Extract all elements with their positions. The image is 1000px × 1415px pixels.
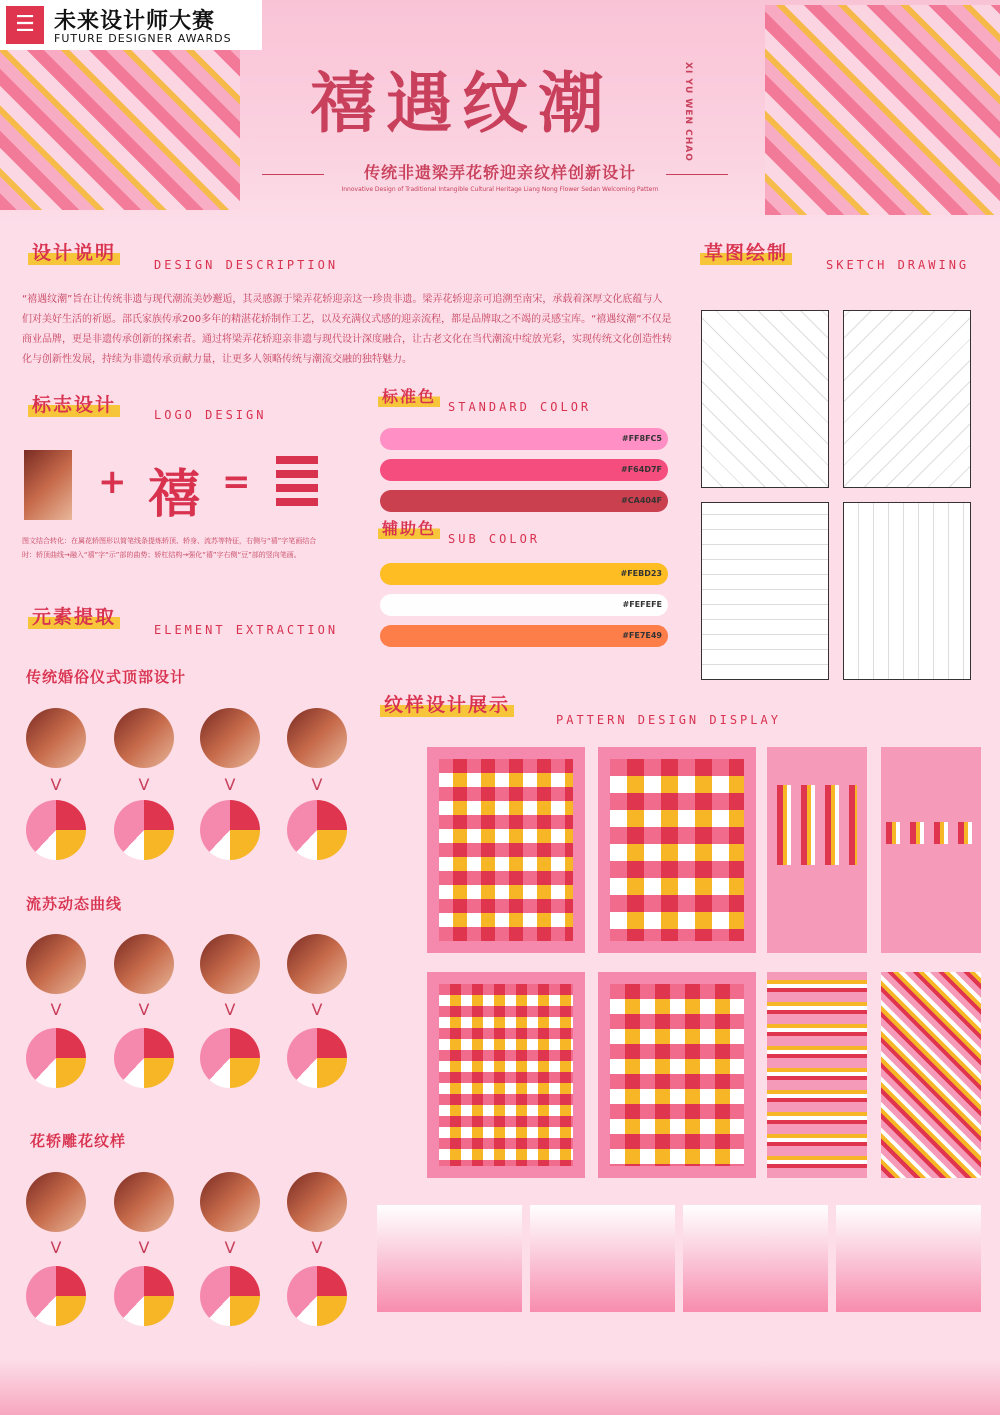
photo-circle [287,934,347,994]
pattern-card-8 [881,972,981,1178]
title-pinyin: XI YU WEN CHAO [683,62,693,162]
pattern-card-3-motifs [777,785,857,865]
standard-color-title: 标准色 [378,384,440,407]
photo-circle [200,1172,260,1232]
arrow-down: V [138,1000,150,1019]
photo-circle [114,1172,174,1232]
pattern-circle [200,800,260,860]
logo-design-title: 标志设计 [28,390,120,417]
brand-mark-icon: ☰ [6,6,44,44]
pattern-card-7 [767,972,867,1178]
pattern-card-5 [427,972,585,1178]
pattern-card-1 [427,747,585,953]
subtitle: 传统非遗梁弄花轿迎亲纹样创新设计 [363,163,636,182]
design-desc-title: 设计说明 [28,238,120,265]
pattern-circle [287,800,347,860]
pattern-display-title: 纹样设计展示 [380,690,514,717]
sketch-2 [843,310,971,488]
sub-swatch-3: #FE7E49 [380,625,668,647]
sub-swatch-2: #FEFEFE [380,594,668,616]
arrow-down: V [224,1238,236,1257]
pattern-card-4-motifs [886,822,976,844]
pattern-circle [26,1266,86,1326]
pattern-card-6 [598,972,756,1178]
pattern-circle [287,1266,347,1326]
pattern-circle [114,1266,174,1326]
sketch-1 [701,310,829,488]
pattern-circle [287,1028,347,1088]
sketch-3 [701,502,829,680]
logo-equals: = [222,462,251,502]
sketch-title: 草图绘制 [700,238,792,265]
arrow-down: V [138,1238,150,1257]
pattern-circle [200,1028,260,1088]
photo-circle [26,1172,86,1232]
sketch-4 [843,502,971,680]
standard-color-title-en: STANDARD COLOR [448,400,592,414]
subtitle-en: Innovative Design of Traditional Intangible Cultural Heritage Liang Nong Flower Sedan Welcoming Pattern [341,186,659,193]
photo-circle [287,1172,347,1232]
bottom-band [0,1360,1000,1415]
element-title-en: ELEMENT EXTRACTION [154,623,339,637]
photo-circle [26,708,86,768]
photo-circle [114,708,174,768]
color-swatch-2: #F64D7F [380,459,668,481]
main-title: 禧遇纹潮 [310,65,614,142]
arrow-down: V [138,775,150,794]
photo-circle [287,708,347,768]
arrow-down: V [50,1000,62,1019]
pattern-card-2 [598,747,756,953]
brand-logo-mark [276,456,318,512]
design-desc-title-en: DESIGN DESCRIPTION [154,258,339,272]
pattern-display-title-en: PATTERN DESIGN DISPLAY [556,713,781,727]
pattern-circle [26,800,86,860]
sub-color-title: 辅助色 [378,516,440,539]
display-mockup-1 [377,1205,522,1312]
logo-plus: + [98,462,127,502]
logo-design-note: 图文结合转化：在属花轿图形以简笔线条提炼轿顶、轿身、流苏等特征，右侧与“禧”字笔画结合时：轿顶曲线→融入“禧”字“示”部的曲势；轿杠结构→强化“禧”字右侧“豆”部的竖向笔画。 [22,537,317,559]
color-swatch-3: #CA404F [380,490,668,512]
sub-color-title-en: SUB COLOR [448,532,541,546]
brand-name-cn: 未来设计师大赛 [54,9,216,34]
display-mockup-3 [683,1205,828,1312]
arrow-down: V [224,775,236,794]
arrow-down: V [311,1000,323,1019]
element-group-1-title: 传统婚俗仪式顶部设计 [26,668,187,686]
photo-circle [114,934,174,994]
element-title: 元素提取 [28,602,120,629]
brand-name-en: FUTURE DESIGNER AWARDS [54,32,232,45]
photo-circle [200,708,260,768]
display-mockup-2 [530,1205,675,1312]
pattern-circle [114,800,174,860]
element-group-3-title: 花轿雕花纹样 [30,1132,127,1150]
element-group-2-title: 流苏动态曲线 [26,895,123,913]
pattern-circle [200,1266,260,1326]
pattern-circle [114,1028,174,1088]
header-decor-right [765,5,1000,215]
pattern-card-4 [881,747,981,953]
logo-design-title-en: LOGO DESIGN [154,408,267,422]
color-swatch-1: #FF8FC5 [380,428,668,450]
sketch-title-en: SKETCH DRAWING [826,258,970,272]
arrow-down: V [311,775,323,794]
sedan-photo [24,450,72,520]
logo-char: 禧 [148,465,201,525]
arrow-down: V [50,1238,62,1257]
photo-circle [26,934,86,994]
arrow-down: V [50,775,62,794]
design-desc-text: “禧遇纹潮”旨在让传统非遗与现代潮流美妙邂逅，其灵感源于梁弄花轿迎亲这一珍贵非遗。梁弄花轿迎亲可追溯至南宋，承载着深厚文化底蕴与人们对美好生活的祈愿。部氏家族传承200多年的精湛花轿制作工艺，以及充满仪式感的迎亲流程，都是品牌取之不竭的灵感宝库。“禧遇纹潮”不仅是商业品牌，更是非遗传承创新的探索者。通过将梁弄花轿迎亲非遗与现代设计深度融合，让古老文化在当代潮流中绽放光彩，实现传统文化创造性转化与创新性发展，持续为非遗传承贡献力量，让更多人领略传统与潮流交融的独特魅力。 [22,294,672,365]
arrow-down: V [224,1000,236,1019]
arrow-down: V [311,1238,323,1257]
photo-circle [200,934,260,994]
sub-swatch-1: #FEBD23 [380,563,668,585]
pattern-circle [26,1028,86,1088]
display-mockup-4 [836,1205,981,1312]
